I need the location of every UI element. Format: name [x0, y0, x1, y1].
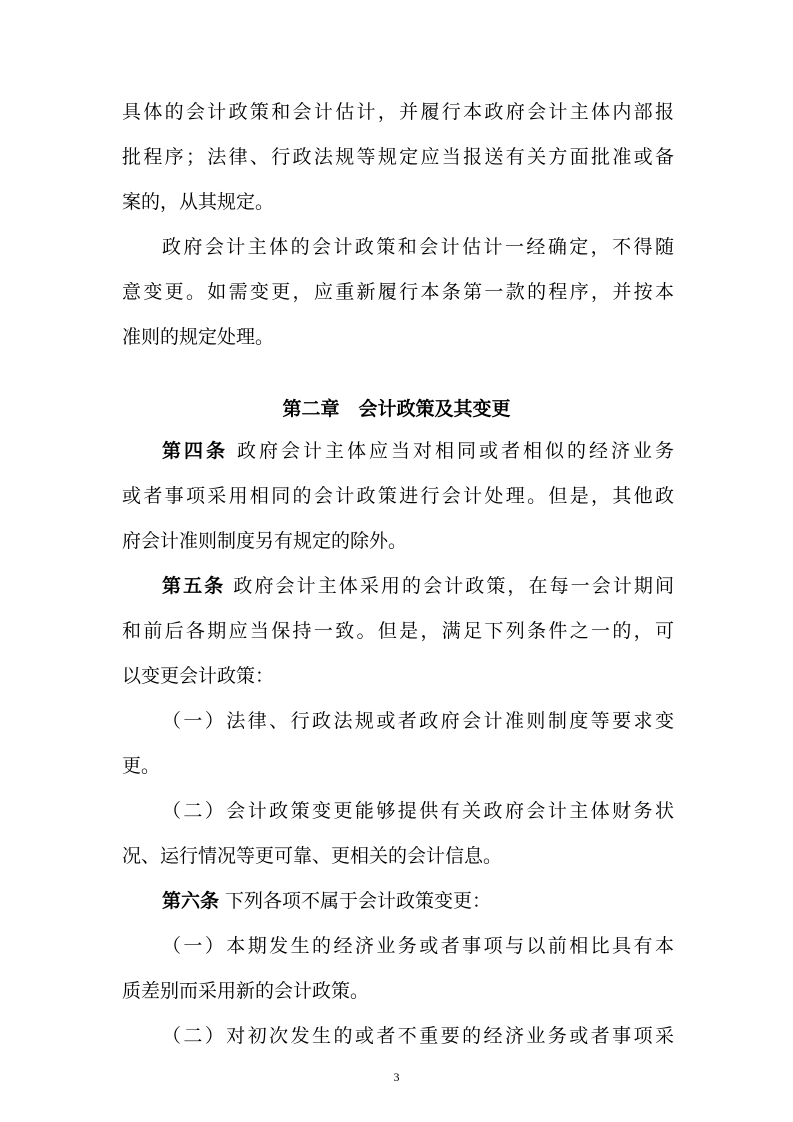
article-label: 第六条 [162, 890, 220, 912]
article-4-line [162, 436, 674, 466]
paragraph-line: 或者事项采用相同的会计政策进行会计处理。但是，其他政 [122, 485, 674, 507]
paragraph-line: 案的，从其规定。 [122, 191, 275, 213]
list-item-line: 更。 [122, 755, 161, 777]
article-6-line [162, 886, 674, 916]
article-5-line [162, 571, 674, 601]
article-text: 政府会计主体应当对相同或者相似的经济业务 [228, 440, 674, 462]
paragraph-line: 府会计准则制度另有规定的除外。 [122, 530, 408, 552]
list-item-line: 况、运行情况等更可靠、更相关的会计信息。 [122, 845, 503, 867]
list-item-line: （二）对初次发生的或者不重要的经济业务或者事项采 [162, 1025, 674, 1047]
paragraph-line: 批程序；法律、行政法规等规定应当报送有关方面批准或备 [122, 146, 674, 168]
paragraph-line: 和前后各期应当保持一致。但是，满足下列条件之一的，可 [122, 620, 674, 642]
list-item-line: 质差别而采用新的会计政策。 [122, 980, 370, 1002]
list-item-line: （一）本期发生的经济业务或者事项与以前相比具有本 [162, 935, 674, 957]
article-label: 第五条 [162, 575, 226, 597]
article-label: 第四条 [162, 440, 228, 462]
chapter-heading: 第二章 会计政策及其变更 [282, 398, 511, 420]
list-item-line: （二）会计政策变更能够提供有关政府会计主体财务状 [162, 800, 674, 822]
article-text: 下列各项不属于会计政策变更： [219, 890, 492, 912]
paragraph-line: 以变更会计政策： [122, 665, 275, 687]
paragraph-line: 意变更。如需变更，应重新履行本条第一款的程序，并按本 [122, 281, 674, 303]
paragraph-line: 具体的会计政策和会计估计，并履行本政府会计主体内部报 [122, 101, 674, 123]
paragraph-line: 准则的规定处理。 [122, 326, 275, 348]
paragraph-line: 政府会计主体的会计政策和会计估计一经确定，不得随 [162, 236, 674, 258]
page-number: 3 [393, 1070, 400, 1084]
article-text: 政府会计主体采用的会计政策，在每一会计期间 [225, 575, 674, 597]
list-item-line: （一）法律、行政法规或者政府会计准则制度等要求变 [162, 710, 674, 732]
